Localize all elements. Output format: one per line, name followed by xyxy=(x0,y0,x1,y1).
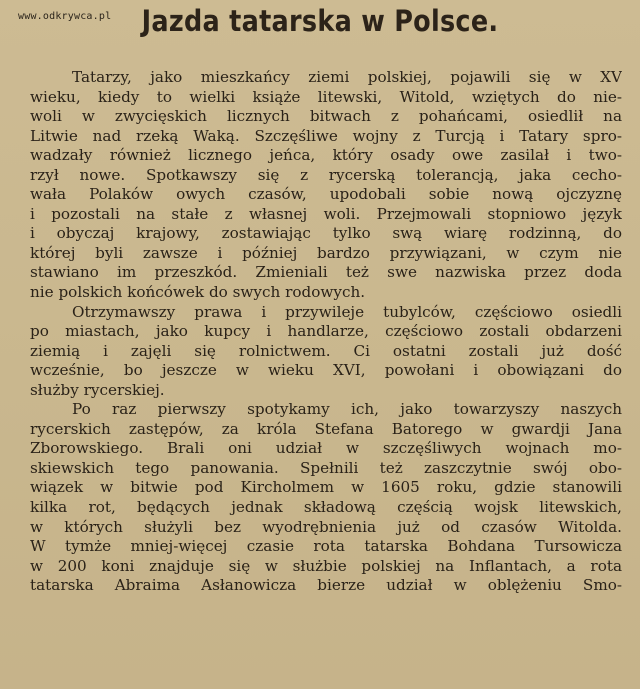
text-line: w 200 koni znajduje się w służbie polskiej na Inflantach, a rota xyxy=(30,556,622,575)
watermark: www.odkrywca.pl xyxy=(18,11,112,22)
text-line: i obyczaj krajowy, zostawiając tylko swą wiarę rodzinną, do xyxy=(30,224,622,243)
text-line: po miastach, jako kupcy i handlarze, częściowo zostali obdarzeni xyxy=(30,322,622,341)
text-line: rycerskich zastępów, za króla Stefana Batorego w gwardji Jana xyxy=(30,419,622,438)
paragraph-2 xyxy=(30,303,622,401)
text-line: Zborowskiego. Brali oni udział w szczęśliwych wojnach mo- xyxy=(30,439,622,458)
text-line: Tatarzy, jako mieszkańcy ziemi polskiej, pojawili się w XV xyxy=(72,68,622,86)
paragraph-1 xyxy=(30,68,622,303)
article-title: Jazda tatarska w Polsce. xyxy=(141,4,499,38)
text-line: której byli zawsze i później bardzo przywiązani, w czym nie xyxy=(30,243,622,262)
text-line: Po raz pierwszy spotykamy ich, jako towarzyszy naszych xyxy=(72,400,622,419)
text-line: wieku, kiedy to wielki książe litewski, Witold, wziętych do nie- xyxy=(30,87,622,106)
text-line: skiewskich tego panowania. Spełnili też zaszczytnie swój obo- xyxy=(30,458,622,477)
paragraph-3 xyxy=(30,400,622,595)
text-line: w których służyli bez wyodrębnienia już od czasów Witolda. xyxy=(30,517,622,536)
text-line: wała Polaków owych czasów, upodobali sobie nową ojczyznę xyxy=(30,185,622,204)
text-line: wadzały również licznego jeńca, który osady owe zasilał i two- xyxy=(30,146,622,165)
text-line: kilka rot, będących jednak składową częścią wojsk litewskich, xyxy=(30,498,622,517)
text-line: wcześnie, bo jeszcze w wieku XVI, powołani i obowiązani do xyxy=(30,361,622,380)
text-line: woli w zwycięskich licznych bitwach z pohańcami, osiedlił na xyxy=(30,107,622,126)
text-line: wiązek w bitwie pod Kircholmem w 1605 roku, gdzie stanowili xyxy=(30,478,622,497)
text-line: Litwie nad rzeką Waką. Szczęśliwe wojny z Turcją i Tatary spro- xyxy=(30,126,622,145)
text-line: Otrzymawszy prawa i przywileje tubylców, częściowo osiedli xyxy=(72,302,622,321)
text-line: nie polskich końcówek do swych rodowych. xyxy=(30,283,366,302)
text-line: stawiano im przeszkód. Zmieniali też swe nazwiska przez doda xyxy=(30,263,622,282)
text-line: służby rycerskiej. xyxy=(30,380,165,399)
text-line: W tymże mniej-więcej czasie rota tatarska Bohdana Tursowicza xyxy=(30,537,622,556)
text-line: ziemią i zajęli się rolnictwem. Ci ostatni zostali już dość xyxy=(30,341,622,360)
text-line: tatarska Abraima Asłanowicza bierze udział w oblężeniu Smo- xyxy=(30,576,622,595)
text-line: i pozostali na stałe z własnej woli. Przejmowali stopniowo język xyxy=(30,204,622,223)
text-line: rzył nowe. Spotkawszy się z rycerską tolerancją, jaka cecho- xyxy=(30,165,622,184)
article-body xyxy=(30,68,622,596)
